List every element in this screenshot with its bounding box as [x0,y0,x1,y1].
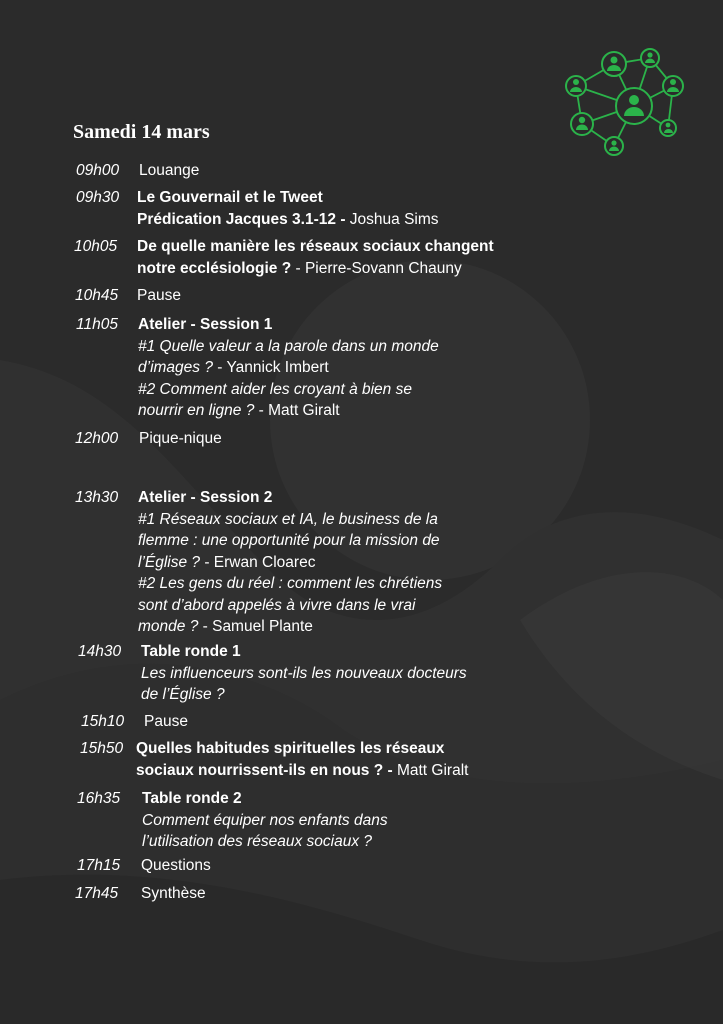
entry-line [139,160,609,182]
entry-line [137,285,607,307]
entry-content [142,788,612,853]
entry-topic-text: #1 Quelle valeur a la parole dans un monde [138,337,439,355]
entry-line [137,187,607,209]
entry-topic-text: l’utilisation des réseaux sociaux ? [142,833,373,850]
entry-title-text: Table ronde 2 [142,790,242,807]
entry-line [138,379,608,401]
entry-text: - Matt Giralt [254,402,340,419]
entry-time: 09h30 [76,189,120,206]
entry-time: 10h05 [74,238,118,255]
entry-line [138,314,608,336]
entry-line [138,530,608,552]
entry-line [141,883,611,905]
entry-text: Synthèse [141,885,206,902]
entry-time: 11h05 [76,316,118,333]
entry-topic-text: flemme : une opportunité pour la mission de [138,532,440,549]
entry-topic-text: de l’Église ? [141,686,225,703]
entry-line [138,573,608,595]
entry-title-text: Atelier - Session 1 [138,316,273,333]
entry-line [141,684,611,706]
entry-title-text: notre ecclésiologie ? [137,259,292,277]
entry-title-text: sociaux nourrissent-ils en nous ? - [136,761,397,779]
entry-line [138,487,608,509]
entry-time: 10h45 [75,287,119,304]
entry-time: 15h50 [80,740,124,757]
entry-line [138,400,608,422]
entry-title-text: Table ronde 1 [141,643,241,660]
entry-time: 12h00 [75,430,119,447]
entry-content [138,487,608,638]
entry-line [138,595,608,617]
entry-line [141,855,611,877]
entry-time: 16h35 [77,790,121,807]
entry-line [137,209,607,231]
day-title: Samedi 14 mars [73,121,210,143]
entry-text: Pique-nique [139,430,222,447]
entry-content [136,738,606,781]
entry-title-text: Quelles habitudes spirituelles les réseaux [136,740,445,757]
entry-content [141,883,611,905]
entry-line [137,236,607,258]
entry-topic-text: sont d’abord appelés à vivre dans le vrai [138,596,416,614]
entry-content [138,314,608,422]
entry-time: 14h30 [78,643,122,660]
entry-topic-text: Les influenceurs sont-ils les nouveaux docteurs [141,664,467,682]
entry-line [139,428,609,450]
entry-content [139,160,609,182]
entry-content [137,236,607,279]
entry-text: Questions [141,857,211,874]
entry-line [137,258,607,280]
entry-line [138,616,608,638]
entry-line [142,788,612,810]
entry-content [144,711,614,733]
entry-line [144,711,614,733]
entry-topic-text: #2 Comment aider les croyant à bien se [138,380,412,398]
entry-text: - Samuel Plante [198,618,313,635]
entry-line [138,336,608,358]
entry-topic-text: #1 Réseaux sociaux et IA, le business de la [138,510,438,528]
entry-line [142,831,612,853]
entry-title-text: Prédication Jacques 3.1-12 - [137,210,350,228]
entry-line [141,641,611,663]
entry-text: Joshua Sims [349,210,439,228]
entry-text: Matt Giralt [396,761,469,779]
entry-text: - Yannick Imbert [212,359,329,376]
entry-title-text: Le Gouvernail et le Tweet [137,189,323,206]
entry-time: 15h10 [81,713,125,730]
entry-topic-text: monde ? [138,618,199,635]
entry-time: 09h00 [76,162,120,179]
entry-title-text: Atelier - Session 2 [138,489,273,506]
entry-time: 17h15 [77,857,121,874]
entry-text: Pause [144,713,188,730]
entry-text: Louange [139,162,200,179]
entry-line [136,738,606,760]
entry-content [141,855,611,877]
entry-topic-text: #2 Les gens du réel : comment les chrétiens [138,575,443,592]
entry-topic-text: d’images ? [138,359,213,376]
entry-content [139,428,609,450]
entry-line [136,760,606,782]
entry-text: - Erwan Cloarec [200,553,316,571]
entry-content [137,285,607,307]
entry-topic-text: nourrir en ligne ? [138,402,255,419]
entry-text: - Pierre-Sovann Chauny [291,259,462,277]
entry-line [138,552,608,574]
entry-content [137,187,607,230]
entry-time: 13h30 [75,489,119,506]
entry-line [141,663,611,685]
entry-line [138,357,608,379]
entry-text: Pause [137,287,181,304]
entry-title-text: De quelle manière les réseaux sociaux changent [137,238,494,255]
entry-time: 17h45 [75,885,119,902]
entry-topic-text: l’Église ? [138,553,201,571]
entry-line [138,509,608,531]
entry-topic-text: Comment équiper nos enfants dans [142,811,388,829]
entry-line [142,810,612,832]
entry-content [141,641,611,706]
